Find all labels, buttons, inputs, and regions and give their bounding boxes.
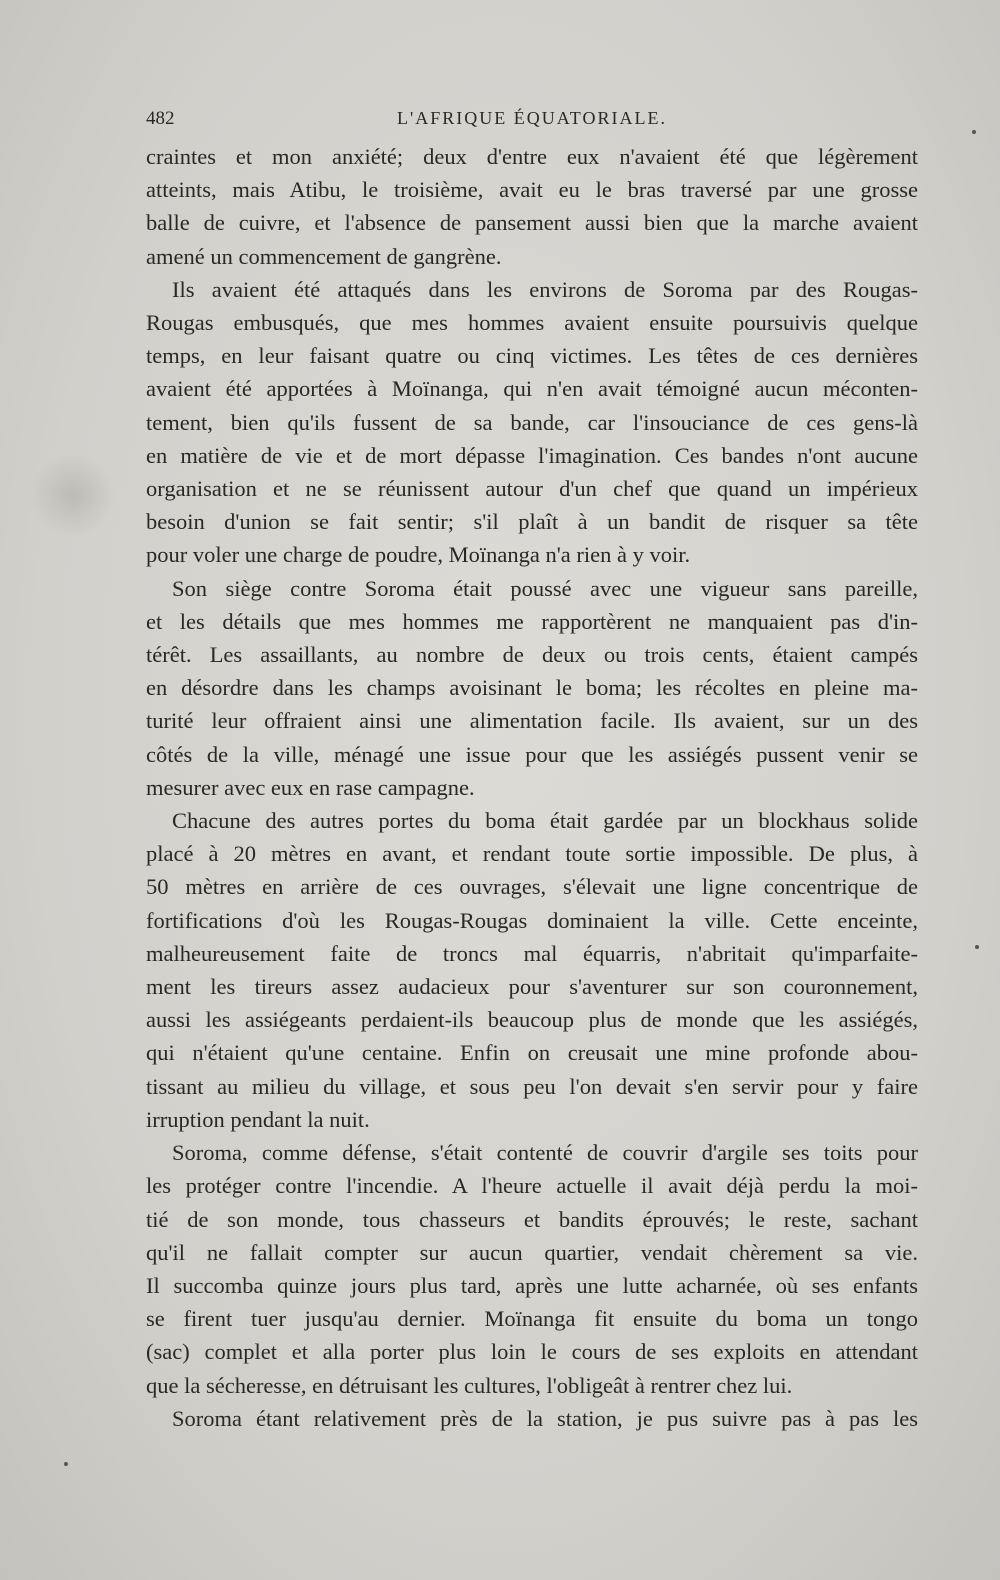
running-title: L'AFRIQUE ÉQUATORIALE. [397,108,667,128]
text-line: Son siège contre Soroma était poussé avec une vigueur sans pareille, [172,575,918,601]
ink-speck [975,945,979,949]
text-line: 50 mètres en arrière de ces ouvrages, s'élevait une ligne concentrique de [146,874,918,900]
text-line: turité leur offraient ainsi une alimentation facile. Ils avaient, sur un des [146,708,918,734]
text-line: Chacune des autres portes du boma était gardée par un blockhaus solide [172,808,918,834]
text-line: qui n'étaient qu'une centaine. Enfin on creusait une mine profonde abou- [146,1040,918,1066]
text-line: tissant au milieu du village, et sous peu l'on devait s'en servir pour y faire [146,1073,918,1099]
text-line: aussi les assiégeants perdaient-ils beaucoup plus de monde que les assiégés, [146,1007,918,1033]
text-line: térêt. Les assaillants, au nombre de deux ou trois cents, étaient campés [146,642,918,668]
text-line: en désordre dans les champs avoisinant le boma; les récoltes en pleine ma- [146,675,918,701]
text-line: Il succomba quinze jours plus tard, après une lutte acharnée, où ses enfants [146,1272,918,1298]
text-line: tement, bien qu'ils fussent de sa bande, car l'insouciance de ces gens-là [146,409,918,435]
body-text [146,140,918,1435]
text-line: temps, en leur faisant quatre ou cinq victimes. Les têtes de ces dernières [146,343,918,369]
text-line: besoin d'union se fait sentir; s'il plaît à un bandit de risquer sa tête [146,509,918,535]
text-line: balle de cuivre, et l'absence de pansement aussi bien que la marche avaient [146,210,918,236]
ink-speck [972,130,976,134]
text-line: ment les tireurs assez audacieux pour s'aventurer sur son couronnement, [146,974,918,1000]
text-line: en matière de vie et de mort dépasse l'imagination. Ces bandes n'ont aucune [146,442,918,468]
text-line: côtés de la ville, ménagé une issue pour que les assiégés pussent venir se [146,741,918,767]
text-line: craintes et mon anxiété; deux d'entre eux n'avaient été que légèrement [146,144,918,169]
text-line: malheureusement faite de troncs mal équarris, n'abritait qu'imparfaite- [146,940,918,966]
text-line: et les détails que mes hommes me rapportèrent ne manquaient pas d'in- [146,608,918,634]
text-line: (sac) complet et alla porter plus loin le cours de ses exploits en attendant [146,1339,918,1365]
text-line: Soroma, comme défense, s'était contenté de couvrir d'argile ses toits pour [172,1140,918,1166]
text-line: amené un commencement de gangrène. [146,243,502,269]
text-line: Rougas embusqués, que mes hommes avaient ensuite poursuivis quelque [146,310,918,336]
text-line: avaient été apportées à Moïnanga, qui n'en avait témoigné aucun méconten- [146,376,918,402]
text-line: se firent tuer jusqu'au dernier. Moïnanga fit ensuite du boma un tongo [146,1306,918,1332]
ink-speck [64,1462,68,1466]
text-line: les protéger contre l'incendie. A l'heure actuelle il avait déjà perdu la moi- [146,1173,918,1199]
text-line: placé à 20 mètres en avant, et rendant toute sortie impossible. De plus, à [146,841,918,867]
text-line: fortifications d'où les Rougas-Rougas dominaient la ville. Cette enceinte, [146,907,918,933]
paper-stain [28,455,118,535]
text-line: organisation et ne se réunissent autour d'un chef que quand un impérieux [146,476,918,502]
page-number: 482 [146,108,175,129]
text-line: mesurer avec eux en rase campagne. [146,774,475,800]
page-header [146,108,918,134]
text-line: qu'il ne fallait compter sur aucun quartier, vendait chèrement sa vie. [146,1239,918,1265]
text-line: irruption pendant la nuit. [146,1106,370,1132]
text-line: que la sécheresse, en détruisant les cultures, l'obligeât à rentrer chez lui. [146,1372,793,1398]
text-line: tié de son monde, tous chasseurs et bandits éprouvés; le reste, sachant [146,1206,918,1232]
text-line: Soroma étant relativement près de la station, je pus suivre pas à pas les [172,1405,918,1431]
text-line: pour voler une charge de poudre, Moïnanga n'a rien à y voir. [146,542,691,568]
text-line: Ils avaient été attaqués dans les environs de Soroma par des Rougas- [172,276,918,302]
text-line: atteints, mais Atibu, le troisième, avait eu le bras traversé par une grosse [146,177,918,203]
